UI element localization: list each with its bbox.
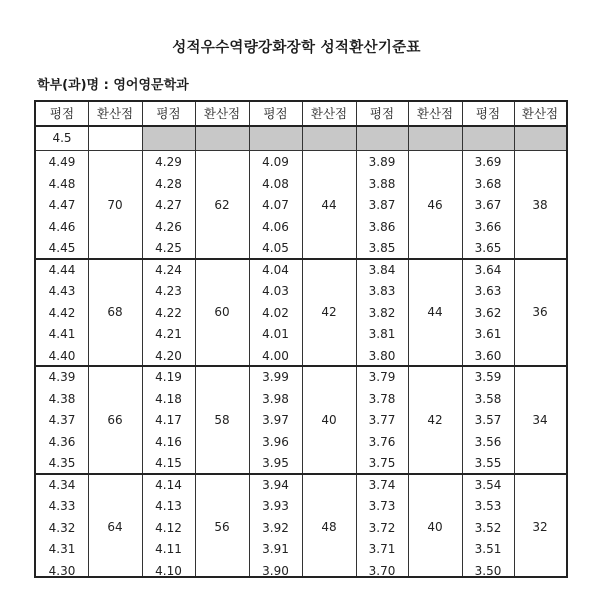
column-header: 환산점 (310, 106, 348, 121)
group-divider (36, 258, 566, 260)
gpa-cell: 4.19 (155, 370, 182, 384)
column-divider (302, 102, 303, 576)
gpa-cell: 3.76 (368, 434, 396, 449)
converted-score-cell: 58 (214, 412, 230, 427)
gpa-cell: 3.96 (262, 434, 289, 449)
gpa-cell: 4.43 (48, 284, 76, 298)
conversion-table (34, 100, 568, 578)
gpa-cell: 3.79 (368, 370, 396, 384)
gpa-cell: 3.75 (368, 456, 396, 470)
top-row-shading (142, 126, 566, 151)
gpa-cell: 4.00 (262, 348, 289, 363)
gpa-cell: 3.87 (368, 198, 396, 212)
column-divider (514, 102, 515, 576)
gpa-cell: 4.24 (155, 262, 182, 277)
column-header: 평점 (263, 106, 288, 121)
document-title: 성적우수역량강화장학 성적환산기준표 (172, 40, 421, 56)
gpa-cell: 3.80 (368, 348, 396, 363)
converted-score-cell: 36 (532, 305, 548, 320)
gpa-cell: 4.36 (48, 434, 76, 449)
column-header: 평점 (49, 106, 75, 121)
gpa-cell: 3.73 (368, 499, 396, 513)
gpa-cell: 4.26 (155, 219, 182, 234)
gpa-cell: 3.91 (262, 542, 289, 556)
gpa-cell: 3.95 (262, 456, 289, 470)
gpa-cell: 3.65 (474, 241, 502, 255)
gpa-cell: 4.21 (155, 327, 182, 341)
gpa-cell: 4.02 (262, 305, 289, 320)
gpa-cell: 3.84 (368, 262, 396, 277)
gpa-cell: 4.23 (155, 284, 182, 298)
gpa-cell: 4.41 (48, 327, 76, 341)
gpa-cell: 4.28 (155, 176, 182, 191)
gpa-cell: 3.68 (474, 176, 502, 191)
gpa-cell: 4.47 (48, 198, 76, 212)
gpa-cell: 3.57 (474, 413, 502, 427)
gpa-cell: 4.22 (155, 305, 182, 320)
gpa-cell: 3.78 (368, 391, 396, 406)
top-row-divider (36, 150, 566, 151)
gpa-cell: 3.97 (262, 413, 289, 427)
gpa-cell: 4.10 (155, 563, 182, 578)
gpa-cell: 4.15 (155, 456, 182, 470)
gpa-cell: 4.44 (48, 262, 76, 277)
gpa-cell: 3.63 (474, 284, 502, 298)
gpa-cell: 4.31 (48, 542, 76, 556)
gpa-cell: 3.72 (368, 520, 396, 535)
gpa-cell: 4.16 (155, 434, 182, 449)
column-header: 환산점 (96, 106, 134, 121)
gpa-cell: 4.46 (48, 219, 76, 234)
gpa-cell: 3.90 (262, 563, 289, 578)
group-divider (36, 473, 566, 475)
column-header: 환산점 (203, 106, 241, 121)
column-divider (356, 102, 357, 576)
gpa-cell: 4.42 (48, 305, 76, 320)
converted-score-cell: 70 (107, 197, 123, 212)
top-gpa-value: 4.5 (52, 131, 72, 145)
gpa-cell: 3.58 (474, 391, 502, 406)
gpa-cell: 3.56 (474, 434, 502, 449)
gpa-cell: 4.27 (155, 198, 182, 212)
gpa-cell: 4.12 (155, 520, 182, 535)
gpa-cell: 3.50 (474, 563, 502, 578)
gpa-cell: 3.82 (368, 305, 396, 320)
gpa-cell: 3.70 (368, 563, 396, 578)
gpa-cell: 3.93 (262, 499, 289, 513)
column-header: 환산점 (521, 106, 559, 121)
gpa-cell: 3.98 (262, 391, 289, 406)
gpa-cell: 4.03 (262, 284, 289, 298)
column-divider (249, 102, 250, 576)
gpa-cell: 4.04 (262, 262, 289, 277)
converted-score-cell: 40 (321, 412, 337, 427)
column-divider (408, 102, 409, 576)
gpa-cell: 4.38 (48, 391, 76, 406)
gpa-cell: 4.09 (262, 155, 289, 169)
gpa-cell: 3.62 (474, 305, 502, 320)
gpa-cell: 3.74 (368, 477, 396, 492)
gpa-cell: 4.14 (155, 477, 182, 492)
column-header: 환산점 (416, 106, 454, 121)
gpa-cell: 3.60 (474, 348, 502, 363)
converted-score-cell: 66 (107, 412, 123, 427)
gpa-cell: 4.33 (48, 499, 76, 513)
gpa-cell: 3.55 (474, 456, 502, 470)
converted-score-cell: 44 (427, 305, 443, 320)
gpa-cell: 4.35 (48, 456, 76, 470)
gpa-cell: 4.20 (155, 348, 182, 363)
gpa-cell: 3.67 (474, 198, 502, 212)
column-divider (142, 102, 143, 576)
converted-score-cell: 60 (214, 305, 230, 320)
column-divider (88, 102, 89, 576)
gpa-cell: 4.11 (155, 542, 182, 556)
gpa-cell: 3.51 (474, 542, 502, 556)
gpa-cell: 4.13 (155, 499, 182, 513)
gpa-cell: 4.01 (262, 327, 289, 341)
converted-score-cell: 56 (214, 520, 230, 535)
gpa-cell: 3.99 (262, 370, 289, 384)
gpa-cell: 4.29 (155, 155, 182, 169)
gpa-cell: 4.08 (262, 176, 289, 191)
gpa-cell: 3.54 (474, 477, 502, 492)
gpa-cell: 3.53 (474, 499, 502, 513)
converted-score-cell: 34 (532, 412, 548, 427)
group-divider (36, 365, 566, 367)
converted-score-cell: 46 (427, 197, 443, 212)
gpa-cell: 3.85 (368, 241, 396, 255)
converted-score-cell: 32 (532, 520, 548, 535)
gpa-cell: 3.69 (474, 155, 502, 169)
converted-score-cell: 40 (427, 520, 443, 535)
header-divider (36, 125, 566, 127)
gpa-cell: 3.94 (262, 477, 289, 492)
column-header: 평점 (475, 106, 501, 121)
gpa-cell: 4.07 (262, 198, 289, 212)
gpa-cell: 4.45 (48, 241, 76, 255)
gpa-cell: 4.40 (48, 348, 76, 363)
gpa-cell: 4.34 (48, 477, 76, 492)
gpa-cell: 4.05 (262, 241, 289, 255)
column-divider (462, 102, 463, 576)
gpa-cell: 4.18 (155, 391, 182, 406)
gpa-cell: 4.32 (48, 520, 76, 535)
gpa-cell: 3.59 (474, 370, 502, 384)
gpa-cell: 4.06 (262, 219, 289, 234)
gpa-cell: 4.30 (48, 563, 76, 578)
gpa-cell: 3.88 (368, 176, 396, 191)
converted-score-cell: 62 (214, 197, 230, 212)
gpa-cell: 3.92 (262, 520, 289, 535)
gpa-cell: 4.49 (48, 155, 76, 169)
gpa-cell: 4.17 (155, 413, 182, 427)
gpa-cell: 3.71 (368, 542, 396, 556)
gpa-cell: 3.77 (368, 413, 396, 427)
gpa-cell: 3.86 (368, 219, 396, 234)
gpa-cell: 3.89 (368, 155, 396, 169)
converted-score-cell: 68 (107, 305, 123, 320)
converted-score-cell: 42 (321, 305, 337, 320)
gpa-cell: 4.39 (48, 370, 76, 384)
column-header: 평점 (369, 106, 395, 121)
gpa-cell: 3.81 (368, 327, 396, 341)
column-divider (195, 102, 196, 576)
gpa-cell: 3.83 (368, 284, 396, 298)
department-label: 학부(과)명 : 영어영문학과 (37, 78, 189, 93)
gpa-cell: 4.37 (48, 413, 76, 427)
gpa-cell: 3.61 (474, 327, 502, 341)
converted-score-cell: 44 (321, 197, 337, 212)
converted-score-cell: 38 (532, 197, 548, 212)
gpa-cell: 3.52 (474, 520, 502, 535)
gpa-cell: 4.48 (48, 176, 76, 191)
converted-score-cell: 64 (107, 520, 123, 535)
gpa-cell: 3.64 (474, 262, 502, 277)
converted-score-cell: 48 (321, 520, 337, 535)
gpa-cell: 3.66 (474, 219, 502, 234)
column-header: 평점 (156, 106, 181, 121)
gpa-cell: 4.25 (155, 241, 182, 255)
converted-score-cell: 42 (427, 412, 443, 427)
